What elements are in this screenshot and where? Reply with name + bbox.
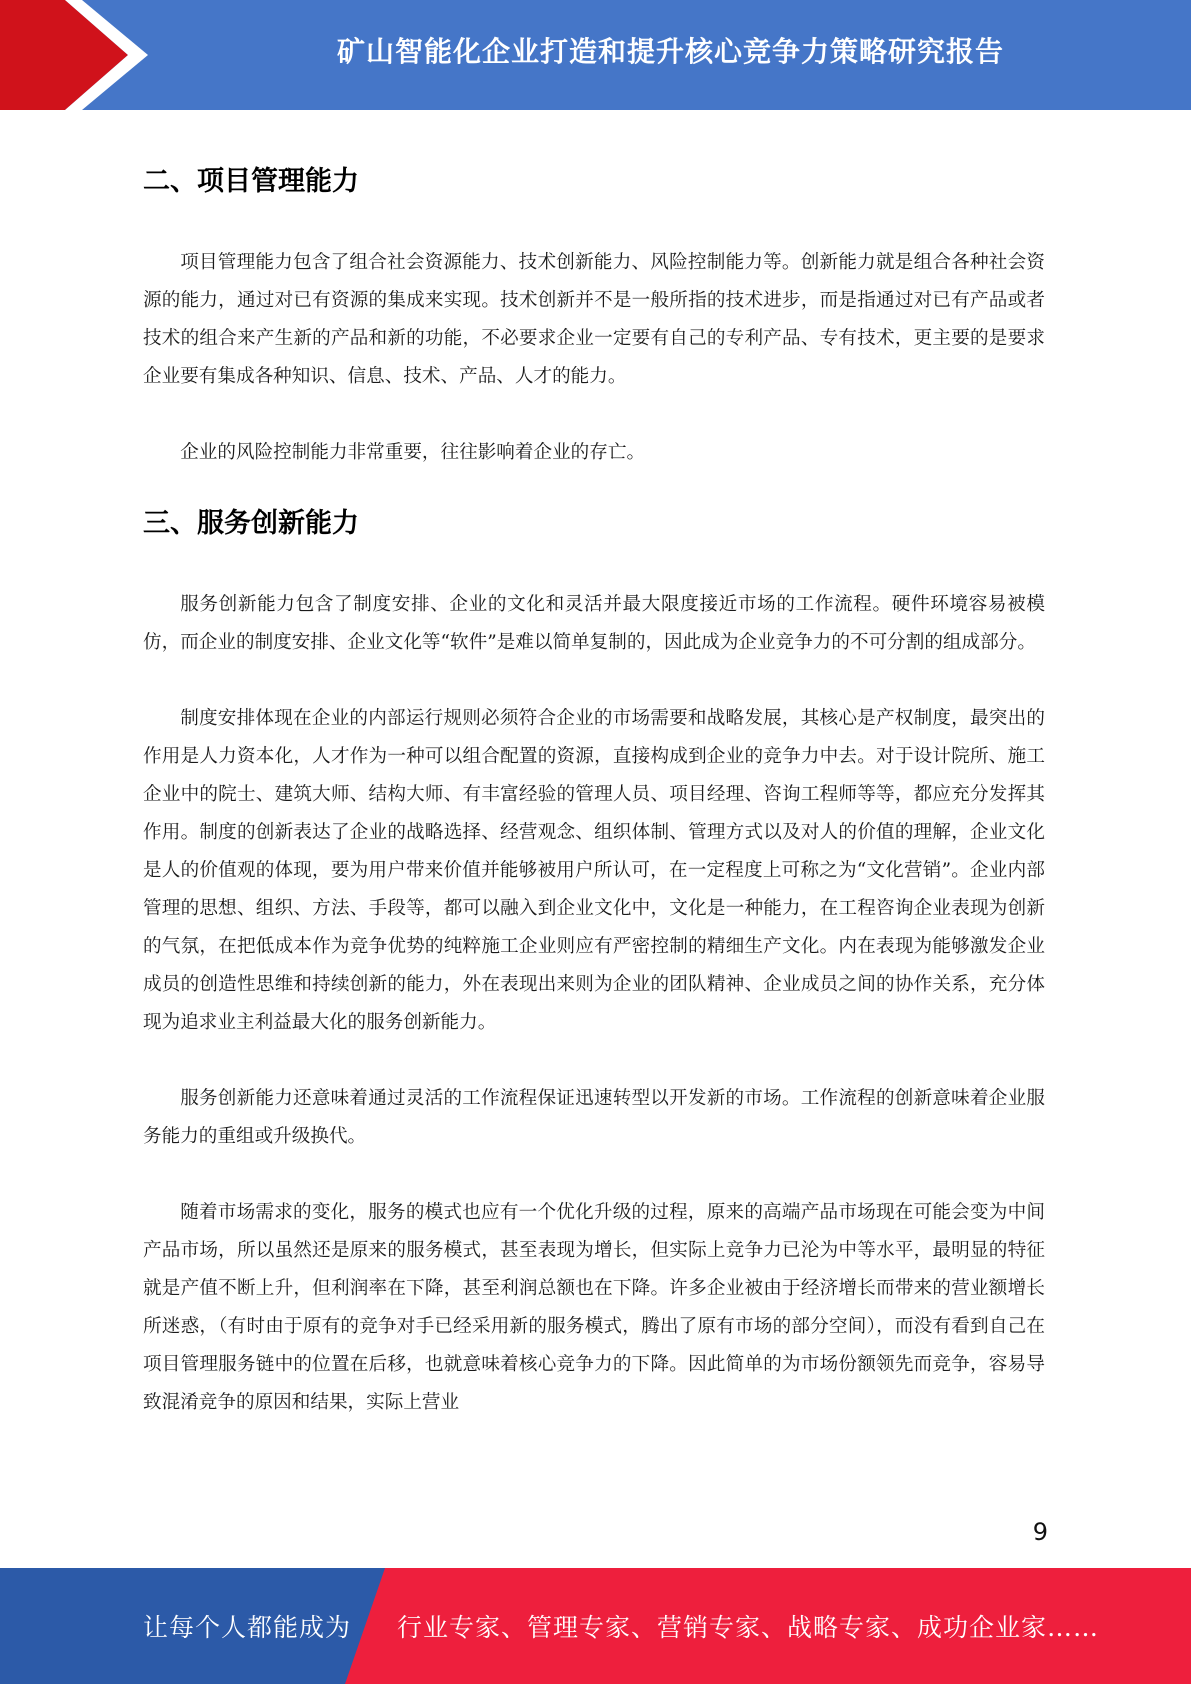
paragraph: 项目管理能力包含了组合社会资源能力、技术创新能力、风险控制能力等。创新能力就是组合各种社会资源的能力，通过对已有资源的集成来实现。技术创新并不是一般所指的技术进步，而是指通过对已有产品或者技术的组合来产生新的产品和新的功能，不必要求企业一定要有自己的专利产品、专有技术，更主要的是要求企业要有集成各种知识、信息、技术、产品、人才的能力。 bbox=[143, 252, 1045, 387]
document-body bbox=[143, 160, 1045, 1422]
paragraph: 随着市场需求的变化，服务的模式也应有一个优化升级的过程，原来的高端产品市场现在可能会变为中间产品市场，所以虽然还是原来的服务模式，甚至表现为增长，但实际上竞争力已沦为中等水平，最明显的特征就是产值不断上升，但利润率在下降，甚至利润总额也在下降。许多企业被由于经济增长而带来的营业额增长所迷惑，（有时由于原有的竞争对手已经采用新的服务模式，腾出了原有市场的部分空间），而没有看到自己在项目管理服务链中的位置在后移，也就意味着核心竞争力的下降。因此简单的为市场份额领先而竞争，容易导致混淆竞争的原因和结果，实际上营业 bbox=[143, 1202, 1045, 1413]
header-chevron-decoration bbox=[0, 0, 160, 110]
header-title: 矿山智能化企业打造和提升核心竞争力策略研究报告 bbox=[336, 35, 1004, 68]
page-footer bbox=[0, 1568, 1191, 1684]
paragraph: 制度安排体现在企业的内部运行规则必须符合企业的市场需要和战略发展，其核心是产权制度，最突出的作用是人力资本化，人才作为一种可以组合配置的资源，直接构成到企业的竞争力中去。对于设计院所、施工企业中的院士、建筑大师、结构大师、有丰富经验的管理人员、项目经理、咨询工程师等等，都应充分发挥其作用。制度的创新表达了企业的战略选择、经营观念、组织体制、管理方式以及对人的价值的理解，企业文化是人的价值观的体现，要为用户带来价值并能够被用户所认可，在一定程度上可称之为“文化营销”。企业内部管理的思想、组织、方法、手段等，都可以融入到企业文化中，文化是一种能力，在工程咨询企业表现为创新的气氛，在把低成本作为竞争优势的纯粹施工企业则应有严密控制的精细生产文化。内在表现为能够激发企业成员的创造性思维和持续创新的能力，外在表现出来则为企业的团队精神、企业成员之间的协作关系，充分体现为追求业主利益最大化的服务创新能力。 bbox=[143, 708, 1045, 1033]
paragraph: 服务创新能力还意味着通过灵活的工作流程保证迅速转型以开发新的市场。工作流程的创新意味着企业服务能力的重组或升级换代。 bbox=[143, 1088, 1045, 1147]
section-heading-project-management: 二、项目管理能力 bbox=[143, 166, 359, 197]
paragraph: 企业的风险控制能力非常重要，往往影响着企业的存亡。 bbox=[180, 442, 646, 463]
section-heading-service-innovation: 三、服务创新能力 bbox=[143, 508, 359, 539]
paragraph: 服务创新能力包含了制度安排、企业的文化和灵活并最大限度接近市场的工作流程。硬件环境容易被模仿，而企业的制度安排、企业文化等“软件”是难以简单复制的，因此成为企业竞争力的不可分割的组成部分。 bbox=[143, 594, 1045, 653]
footer-slogan-right: 行业专家、管理专家、营销专家、战略专家、成功企业家…… bbox=[397, 1613, 1100, 1642]
footer-slogan-left: 让每个人都能成为 bbox=[143, 1613, 352, 1642]
page-number: 9 bbox=[1032, 1518, 1048, 1546]
page-header bbox=[0, 0, 1191, 110]
